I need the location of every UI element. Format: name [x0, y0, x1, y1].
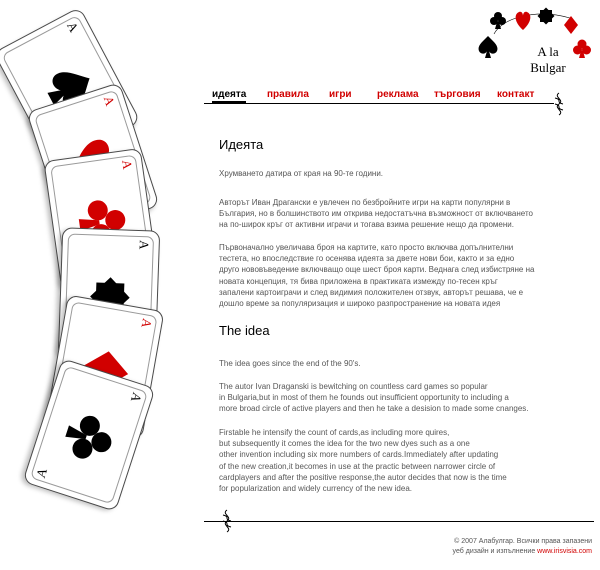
- footer-copyright: © 2007 Алабулгар. Всички права запазени: [454, 538, 592, 545]
- intro-bg: Хрумването датира от края на 90-те години.: [219, 169, 384, 178]
- logo-text: [513, 44, 583, 76]
- footer-credit-link[interactable]: www.irisvisia.com: [537, 548, 592, 555]
- logo-diamond-icon: [564, 16, 578, 34]
- card-rank: A: [64, 19, 82, 35]
- footer-credit: уеб дизайн и изпълнение www.irisvisia.com: [452, 548, 592, 555]
- footer-divider: [204, 521, 594, 522]
- logo-heart-icon: [516, 12, 531, 30]
- playing-cards-illustration: [0, 0, 200, 570]
- nav-item-igri[interactable]: игри: [329, 89, 352, 100]
- logo-club-icon: [490, 12, 506, 29]
- card-rank: A: [119, 158, 136, 171]
- section-title-bg: Идеята: [219, 137, 264, 152]
- flourish-ornament-icon: [551, 92, 567, 116]
- nav-item-targovia[interactable]: търговия: [434, 89, 481, 100]
- paragraph-bg-1: Авторът Иван Драгански е увлечен по безбройните игри на карти популярни в България, но в болшинството им открива недостатъчна възможност от включването на по-широк кръг от активни играчи и тогава взима решение нещо да промени.: [219, 198, 534, 230]
- card-rank: A: [136, 239, 152, 250]
- paragraph-en-2: Firstable he intensify the count of cards,as including more quires, but subsequently it comes the idea for the two new dyes such as a one other invention including six more numbers of cards.Immediately after updating of the new creation,it becomes in use at the practic between narrower circle of cardplayers and after the positive response,the autor decides that now is the time for popularization and widely currency of the new idea.: [219, 428, 507, 494]
- playing-card: [22, 358, 155, 512]
- paragraph-en-1: The autor Ivan Draganski is bewitching on countless card games so popular in Bulgaria,but in most of them he founds out insufficient opportunity to including a more broad circle of active players and then he take a desision to made some cnanges.: [219, 382, 529, 414]
- section-title-en: The idea: [219, 323, 270, 338]
- logo-line-1: A la: [537, 44, 559, 59]
- footer: [453, 537, 592, 557]
- nav-item-pravila[interactable]: правила: [267, 89, 309, 100]
- footer-flourish-icon: [219, 508, 235, 534]
- logo-spade-icon: [479, 36, 498, 58]
- logo-line-2: Bulgar: [530, 60, 566, 75]
- intro-en: The idea goes since the end of the 90's.: [219, 359, 361, 368]
- card-rank: A: [138, 317, 155, 330]
- nav-divider: [204, 103, 554, 104]
- nav-item-reklama[interactable]: реклама: [377, 89, 419, 100]
- card-rank: A: [127, 390, 145, 405]
- nav-item-ideata[interactable]: идеята: [212, 89, 246, 104]
- nav-item-kontakt[interactable]: контакт: [497, 89, 535, 100]
- logo-star-icon: [538, 8, 555, 25]
- card-rank: A: [33, 465, 51, 480]
- paragraph-bg-2: Първоначално увеличава броя на картите, като просто включва допълнителни тестета, но впоследствие го осенява идеята за двете нови бои, както и за едно друго нововъведение включващо още шест броя карти. Веднага след избистряне на новата концепция, тя бива приложена в практиката измежду по-тесен кръг запалени картоиграчи и след видимия положителен отзвук, авторът решава, че е дошло време за популяризация и широко разпространение на новата идея: [219, 243, 535, 309]
- card-rank: A: [100, 94, 118, 108]
